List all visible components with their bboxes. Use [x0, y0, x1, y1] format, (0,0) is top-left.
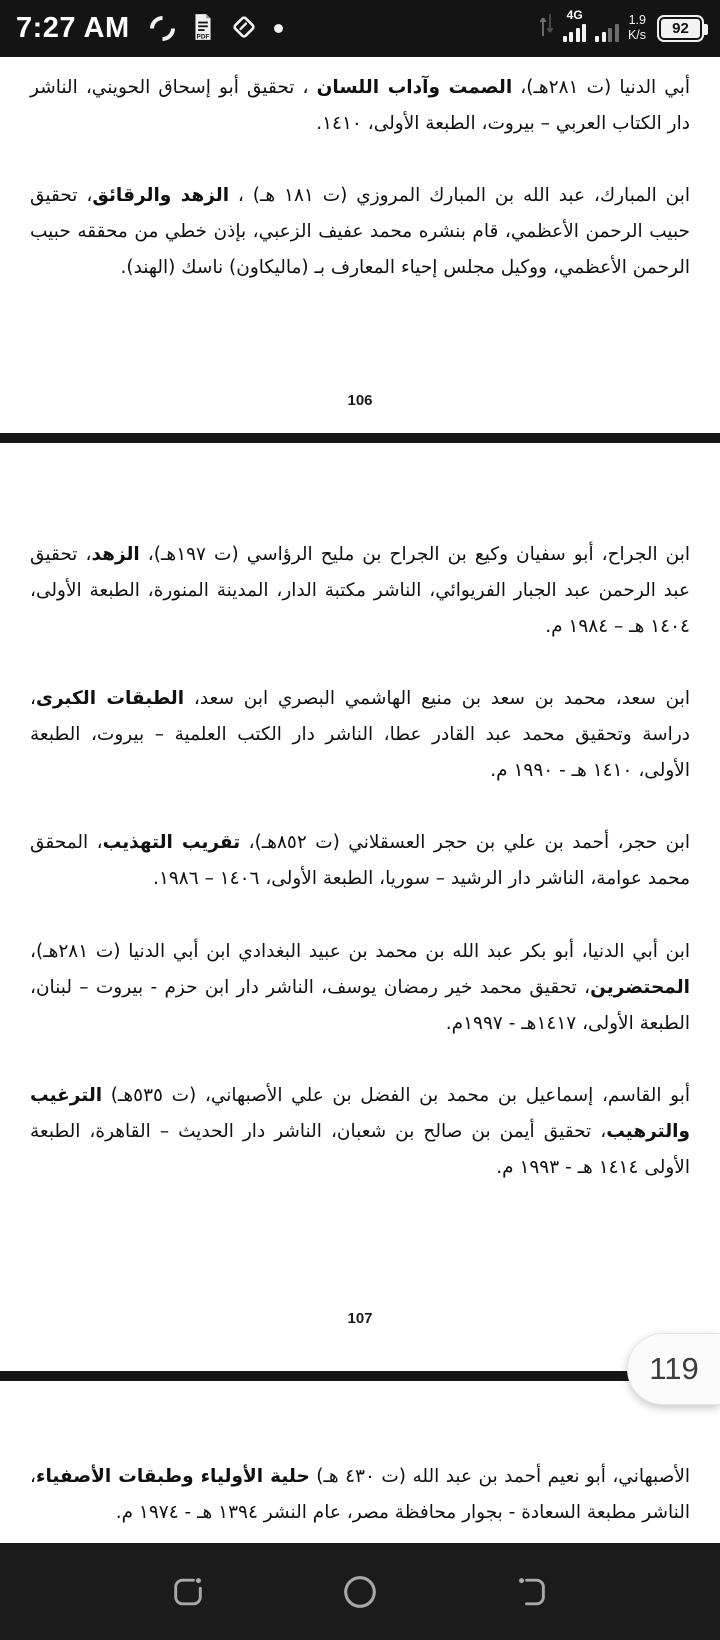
- recents-icon: [168, 1572, 208, 1612]
- speed-unit: K/s: [627, 27, 646, 42]
- page-number-107: 107: [347, 1310, 373, 1327]
- sync-icon: [144, 11, 179, 46]
- network-activity-icon: [539, 12, 554, 42]
- network-type-label: 4G: [566, 8, 583, 22]
- back-icon: [512, 1572, 552, 1612]
- bibliography-entry: أبي الدنيا (ت ٢٨١هـ)، الصمت وآداب اللسان ، تحقيق أبو إسحاق الحويني، الناشر دار الكتاب العربي – بيروت، الطبعة الأولى، ١٤١٠.: [30, 77, 691, 135]
- signal-bars-icon: [563, 23, 587, 42]
- recents-button[interactable]: [166, 1570, 210, 1614]
- android-nav-bar: [0, 1543, 720, 1640]
- page-106-paragraphs: [30, 70, 690, 286]
- pdf-page-106[interactable]: [0, 57, 720, 433]
- status-icons-right: [539, 9, 704, 48]
- battery-level: 92: [661, 19, 700, 38]
- page-107-paragraphs: [30, 537, 690, 1186]
- back-button[interactable]: [510, 1570, 554, 1614]
- status-bar: [0, 0, 720, 57]
- page-divider: [0, 433, 720, 443]
- page-next-paragraphs: [30, 1459, 690, 1531]
- battery-icon: [657, 15, 704, 42]
- signal-sim1: [563, 9, 587, 42]
- bibliography-entry: ابن سعد، محمد بن سعد بن منيع الهاشمي البصري ابن سعد، الطبقات الكبرى، دراسة وتحقيق محمد عبد القادر عطا، الناشر دار الكتب العلمية – بيروت، الطبعة الأولى، ١٤١٠ هـ - ١٩٩٠ م.: [30, 688, 690, 782]
- bibliography-entry: ابن حجر، أحمد بن علي بن حجر العسقلاني (ت ٨٥٢هـ)، تقريب التهذيب، المحقق محمد عوامة، الناشر دار الرشيد – سوريا، الطبعة الأولى، ١٤٠٦ – ١٩٨٦.: [30, 832, 690, 890]
- fast-scroll-page-indicator[interactable]: 119: [627, 1333, 720, 1405]
- pdf-page-107[interactable]: [0, 443, 720, 1371]
- bibliography-entry: ابن الجراح، أبو سفيان وكيع بن الجراح بن مليح الرؤاسي (ت ١٩٧هـ)، الزهد، تحقيق عبد الرحمن عبد الجبار الفريوائي، الناشر مكتبة الدار، المدينة المنورة، الطبعة الأولى، ١٤٠٤ هـ – ١٩٨٤ م.: [30, 544, 691, 638]
- signal-sim2: [595, 23, 619, 42]
- notification-dot-icon: [274, 24, 283, 33]
- page-number-106: 106: [347, 392, 373, 409]
- app-diamond-icon: [231, 14, 257, 44]
- clock: 7:27 AM: [16, 12, 130, 44]
- pdf-page-next[interactable]: [0, 1381, 720, 1543]
- bibliography-entry: الأصبهاني، أبو نعيم أحمد بن عبد الله (ت ٤٣٠ هـ) حلية الأولياء وطبقات الأصفياء، الناشر مطبعة السعادة - بجوار محافظة مصر، عام النشر ١٣٩٤ هـ - ١٩٧٤ م.: [30, 1466, 691, 1524]
- status-icons-left: [150, 13, 283, 45]
- page-divider: [0, 1371, 720, 1381]
- home-button[interactable]: [338, 1570, 382, 1614]
- bibliography-entry: أبو القاسم، إسماعيل بن محمد بن الفضل بن علي الأصبهاني، (ت ٥٣٥هـ) الترغيب والترهيب، تحقيق أيمن بن صالح بن شعبان، الناشر دار الحديث – القاهرة، الطبعة الأولى ١٤١٤ هـ - ١٩٩٣ م.: [30, 1084, 690, 1178]
- signal-bars-icon: [595, 23, 619, 42]
- speed-value: 1.9: [628, 13, 646, 28]
- pdf-file-icon: [192, 13, 214, 45]
- bibliography-entry: ابن المبارك، عبد الله بن المبارك المروزي (ت ١٨١ هـ) ، الزهد والرقائق، تحقيق حبيب الرحمن الأعظمي، قام بنشره محمد عفيف الزعبي، بإذن خطي من محققه حبيب الرحمن الأعظمي، ووكيل مجلس إحياء المعارف بـ (ماليكاون) ناسك (الهند).: [30, 185, 690, 279]
- bibliography-entry: ابن أبي الدنيا، أبو بكر عبد الله بن محمد بن عبيد البغدادي ابن أبي الدنيا (ت ٢٨١هـ)، المحتضرين، تحقيق محمد خير رمضان يوسف، الناشر دار ابن حزم - بيروت – لبنان، الطبعة الأولى، ١٤١٧هـ - ١٩٩٧م.: [30, 940, 690, 1034]
- svg-text:PDF: PDF: [196, 32, 210, 40]
- network-speed: [628, 13, 646, 42]
- home-icon: [339, 1571, 381, 1613]
